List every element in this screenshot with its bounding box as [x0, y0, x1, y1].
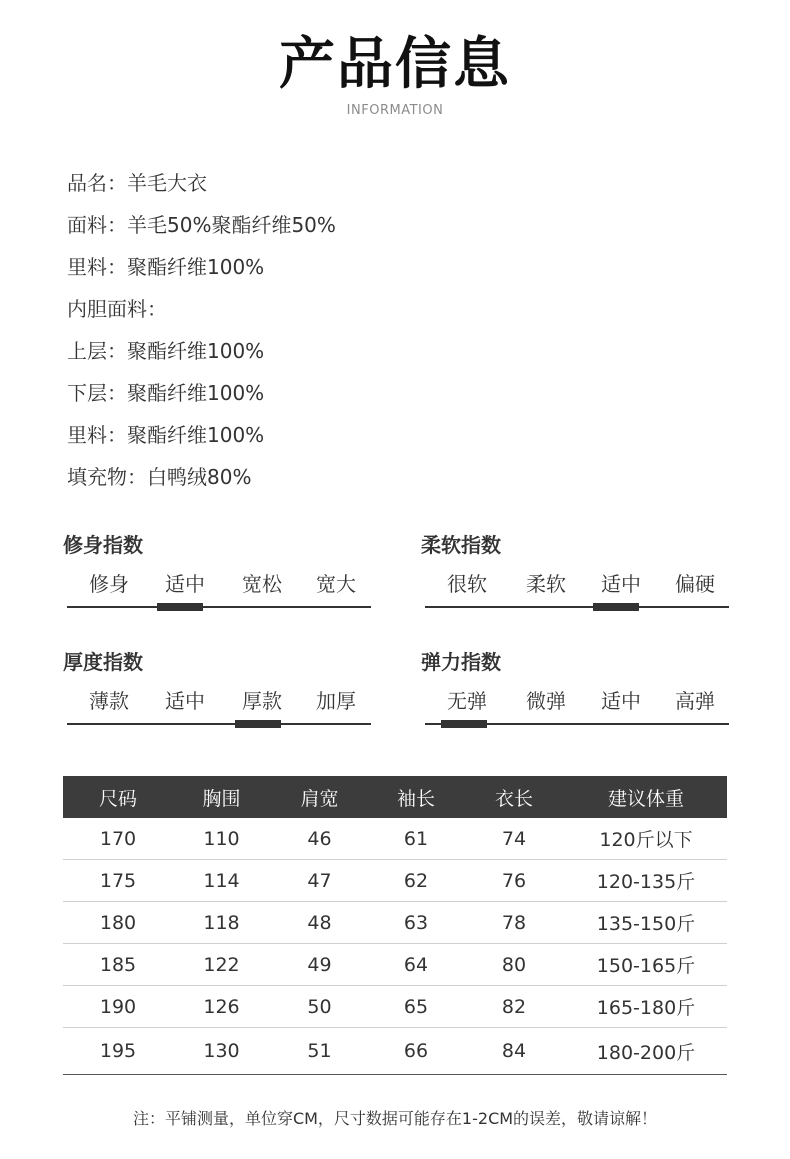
softness-index-options [425, 566, 731, 602]
cell-size: 190 [63, 986, 173, 1028]
measurement-note: 注：平铺测量，单位穿CM，尺寸数据可能存在1-2CM的误差，敬请谅解！ [132, 1109, 658, 1128]
softness-index-title: 柔软指数 [421, 533, 501, 557]
cell-size: 175 [63, 860, 173, 902]
table-row [63, 902, 727, 944]
cell-weight: 120斤以下 [565, 818, 727, 860]
cell-chest: 110 [173, 818, 270, 860]
spec-list [67, 162, 336, 498]
spec-item-fabric: 面料：羊毛50%聚酯纤维50% [67, 213, 336, 237]
fit-index-options [67, 566, 373, 602]
cell-weight: 180-200斤 [565, 1028, 727, 1075]
cell-chest: 114 [173, 860, 270, 902]
header-chest: 胸围 [173, 776, 270, 818]
header-sleeve: 袖长 [369, 776, 463, 818]
elasticity-index-title: 弹力指数 [421, 650, 501, 674]
cell-length: 76 [463, 860, 565, 902]
spec-item-lining-2: 里料：聚酯纤维100% [67, 423, 265, 447]
fit-option-regular: 适中 [165, 572, 205, 596]
cell-weight: 150-165斤 [565, 944, 727, 986]
cell-shoulder: 47 [270, 860, 369, 902]
cell-size: 185 [63, 944, 173, 986]
softness-option-firm: 偏硬 [675, 572, 715, 596]
fit-option-oversized: 宽大 [316, 572, 356, 596]
fit-option-slim: 修身 [89, 572, 129, 596]
cell-weight: 120-135斤 [565, 860, 727, 902]
page-title: 产品信息 [279, 32, 511, 97]
spec-item-name: 品名：羊毛大衣 [67, 171, 207, 195]
cell-size: 180 [63, 902, 173, 944]
elasticity-option-none: 无弹 [447, 689, 487, 713]
cell-shoulder: 50 [270, 986, 369, 1028]
fit-index-marker [157, 603, 203, 611]
thickness-index-title: 厚度指数 [63, 650, 143, 674]
cell-shoulder: 51 [270, 1028, 369, 1075]
header-weight: 建议体重 [565, 776, 727, 818]
thickness-option-extra-thick: 加厚 [316, 689, 356, 713]
elasticity-index [421, 647, 731, 737]
spec-item-filling: 填充物：白鸭绒80% [67, 465, 252, 489]
cell-weight: 165-180斤 [565, 986, 727, 1028]
cell-sleeve: 65 [369, 986, 463, 1028]
fit-index-title: 修身指数 [63, 533, 143, 557]
softness-index [421, 530, 731, 620]
spec-item-upper-layer: 上层：聚酯纤维100% [67, 339, 265, 363]
thickness-index-scale-line [67, 723, 371, 725]
elasticity-index-marker [441, 720, 487, 728]
fit-index-scale-line [67, 606, 371, 608]
cell-size: 170 [63, 818, 173, 860]
cell-sleeve: 62 [369, 860, 463, 902]
header-size: 尺码 [63, 776, 173, 818]
thickness-index-marker [235, 720, 281, 728]
cell-sleeve: 63 [369, 902, 463, 944]
cell-chest: 122 [173, 944, 270, 986]
cell-length: 80 [463, 944, 565, 986]
table-row [63, 944, 727, 986]
table-row [63, 860, 727, 902]
table-row [63, 818, 727, 860]
spec-item-inner-fabric: 内胆面料： [67, 297, 167, 321]
fit-index [63, 530, 373, 620]
thickness-index-options [67, 683, 373, 719]
thickness-option-thick: 厚款 [242, 689, 282, 713]
cell-length: 84 [463, 1028, 565, 1075]
cell-length: 74 [463, 818, 565, 860]
softness-option-soft: 柔软 [526, 572, 566, 596]
thickness-option-medium: 适中 [165, 689, 205, 713]
cell-length: 78 [463, 902, 565, 944]
cell-weight: 135-150斤 [565, 902, 727, 944]
cell-length: 82 [463, 986, 565, 1028]
elasticity-option-medium: 适中 [601, 689, 641, 713]
table-row [63, 986, 727, 1028]
spec-item-lining: 里料：聚酯纤维100% [67, 255, 265, 279]
softness-option-very-soft: 很软 [447, 572, 487, 596]
cell-chest: 130 [173, 1028, 270, 1075]
thickness-option-thin: 薄款 [89, 689, 129, 713]
softness-index-marker [593, 603, 639, 611]
cell-chest: 118 [173, 902, 270, 944]
cell-sleeve: 64 [369, 944, 463, 986]
size-table [63, 776, 727, 1075]
elasticity-option-slight: 微弹 [526, 689, 566, 713]
cell-size: 195 [63, 1028, 173, 1075]
fit-option-loose: 宽松 [242, 572, 282, 596]
softness-option-medium: 适中 [601, 572, 641, 596]
header-shoulder: 肩宽 [270, 776, 369, 818]
header-length: 衣长 [463, 776, 565, 818]
cell-sleeve: 66 [369, 1028, 463, 1075]
thickness-index [63, 647, 373, 737]
size-table-header-row [63, 776, 727, 818]
cell-chest: 126 [173, 986, 270, 1028]
page-subtitle: INFORMATION [346, 103, 444, 118]
softness-index-scale-line [425, 606, 729, 608]
cell-sleeve: 61 [369, 818, 463, 860]
cell-shoulder: 48 [270, 902, 369, 944]
cell-shoulder: 49 [270, 944, 369, 986]
elasticity-index-options [425, 683, 731, 719]
cell-shoulder: 46 [270, 818, 369, 860]
spec-item-lower-layer: 下层：聚酯纤维100% [67, 381, 265, 405]
elasticity-option-high: 高弹 [675, 689, 715, 713]
table-row [63, 1028, 727, 1075]
